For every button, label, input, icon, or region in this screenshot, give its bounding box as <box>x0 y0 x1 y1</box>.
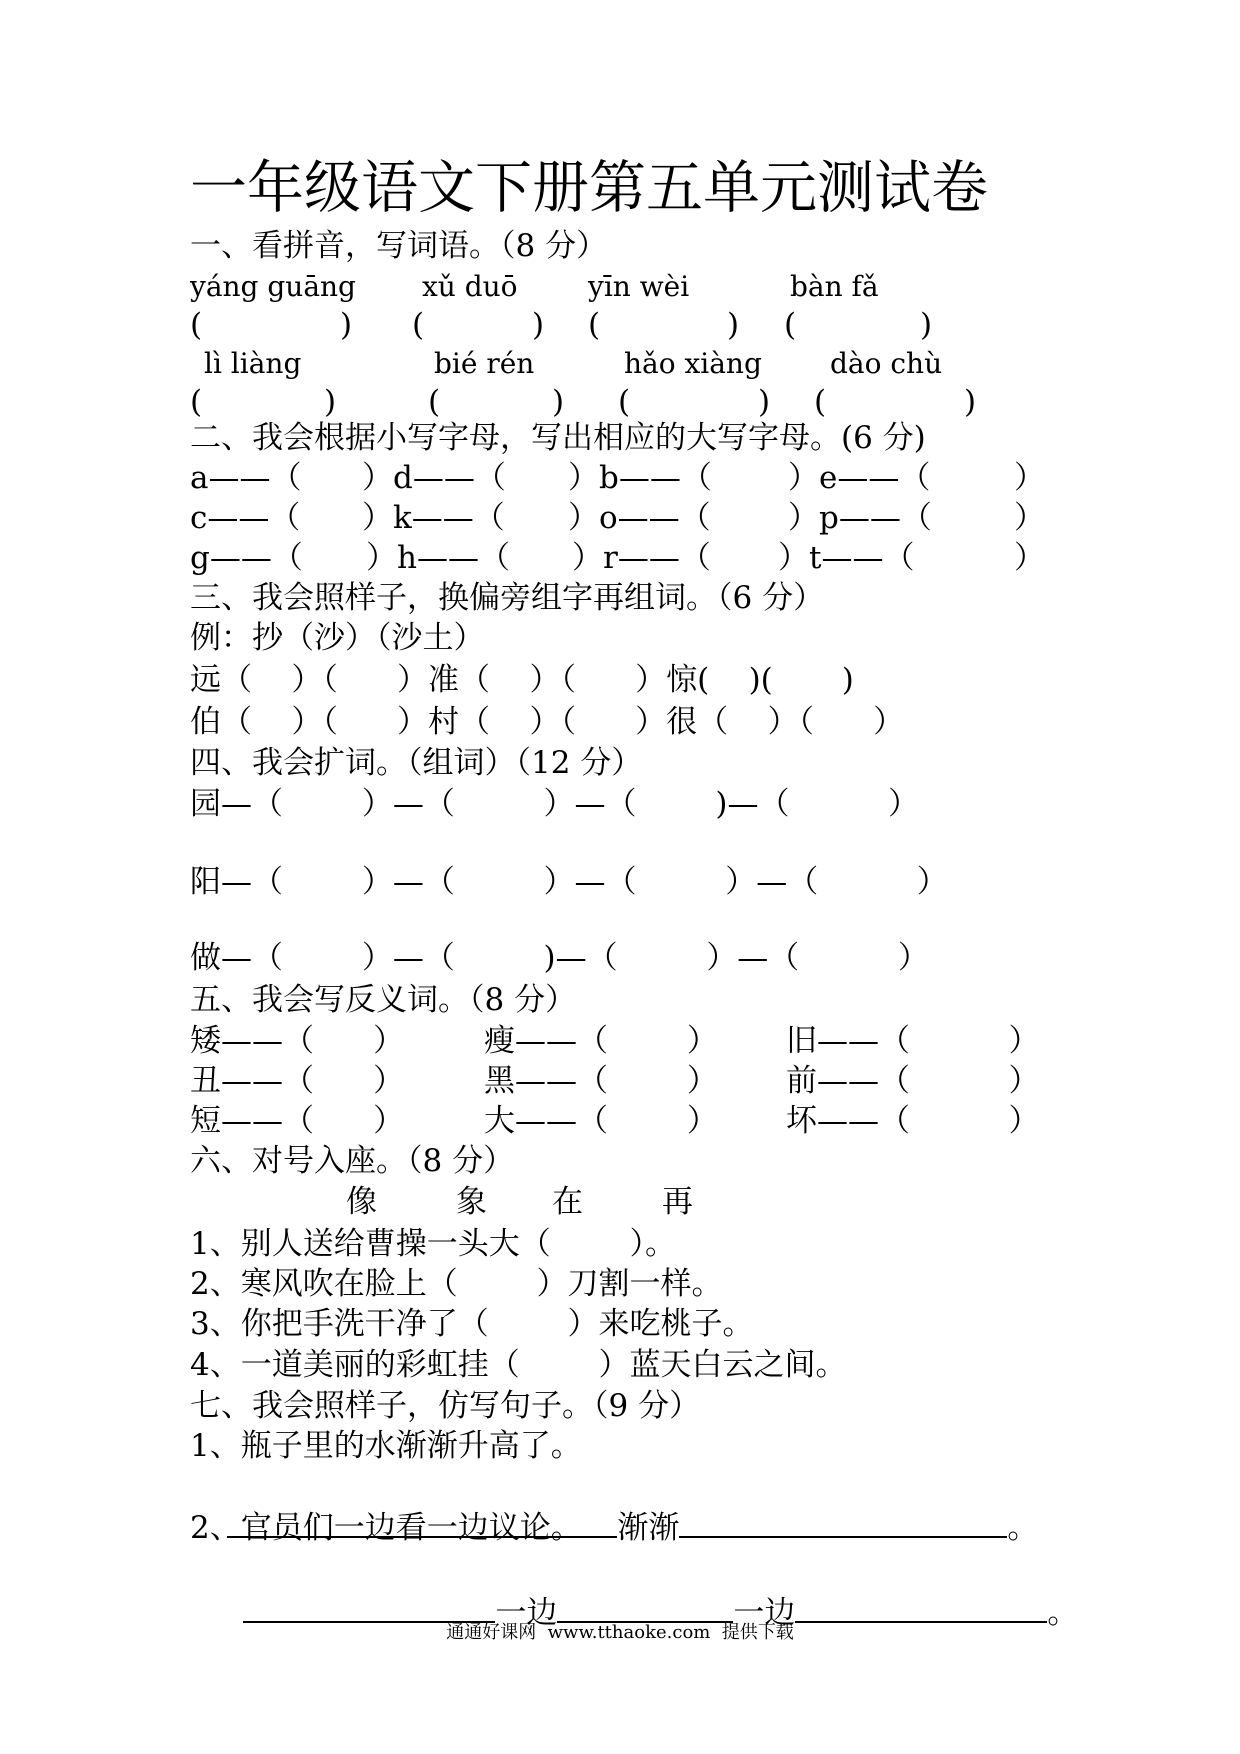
antonym-item: 丑——（ ） <box>190 1063 405 1099</box>
pinyin: yīn wèi <box>588 270 690 303</box>
word-choice: 在 <box>552 1184 583 1220</box>
section-2-heading: 二、我会根据小写字母，写出相应的大写字母。(6 分) <box>190 420 926 456</box>
antonym-item: 大——（ ） <box>484 1103 718 1139</box>
letter-item: g——（ <box>190 540 303 576</box>
answer-paren-open: ( <box>784 307 797 343</box>
fill-item: 4、一道美丽的彩虹挂（ ）蓝天白云之间。 <box>190 1347 847 1383</box>
pinyin: lì liàng <box>204 347 302 380</box>
antonym-item: 短——（ ） <box>190 1103 405 1139</box>
imitation-item: 2、官员们一边看一边议论。 <box>190 1510 582 1546</box>
section-5-heading: 五、我会写反义词。（8 分） <box>190 982 577 1018</box>
section-6-heading: 六、对号入座。（8 分） <box>190 1143 515 1179</box>
fill-item: 1、别人送给曹操一头大（ ）。 <box>190 1226 677 1262</box>
footer-credit: 通通好课网 www.tthaoke.com 提供下载 <box>446 1622 794 1643</box>
section-7-heading: 七、我会照样子，仿写句子。（9 分） <box>190 1388 701 1424</box>
letter-item: ）p——（ <box>788 500 932 536</box>
antonym-item: 黑——（ ） <box>484 1063 718 1099</box>
antonym-item: 瘦——（ ） <box>484 1023 718 1059</box>
answer-paren-close: ) <box>920 307 933 343</box>
writing-line-2 <box>204 1555 1078 1667</box>
letter-item: ）d——（ <box>362 460 506 496</box>
section-4-heading: 四、我会扩词。（组词）（12 分） <box>190 745 643 781</box>
pinyin: bié rén <box>434 347 535 380</box>
keyword: 一边 <box>495 1595 558 1631</box>
letter-item: ）b——（ <box>568 460 712 496</box>
letter-item: ） <box>1014 460 1045 496</box>
answer-paren-open: ( <box>428 384 441 420</box>
period: 。 <box>1007 1510 1039 1546</box>
section-3-heading: 三、我会照样子，换偏旁组字再组词。（6 分） <box>190 580 825 616</box>
section-4-row: 园—（ ）—（ ）—（ )—（ ） <box>190 786 919 822</box>
letter-item: ）o——（ <box>568 500 711 536</box>
letter-item: ）r——（ <box>572 540 711 576</box>
letter-item: a——（ <box>190 460 302 496</box>
answer-paren-open: ( <box>412 307 425 343</box>
word-choice: 象 <box>456 1184 487 1220</box>
section-4-row: 阳—（ ）—（ ）—（ ）—（ ） <box>190 864 948 900</box>
fill-item: 3、你把手洗干净了（ ）来吃桃子。 <box>190 1306 754 1342</box>
section-1-heading: 一、看拼音，写词语。（8 分） <box>190 228 608 264</box>
letter-item: ）h——（ <box>366 540 510 576</box>
answer-paren-close: ) <box>727 307 740 343</box>
answer-paren-open: ( <box>814 384 827 420</box>
word-choice: 再 <box>662 1184 693 1220</box>
imitation-item: 1、瓶子里的水渐渐升高了。 <box>190 1428 582 1464</box>
section-3-row: 远（ ）（ ）准（ ）（ ）惊( )( ) <box>190 662 854 698</box>
antonym-item: 坏——（ ） <box>786 1103 1040 1139</box>
pinyin: yáng guāng <box>190 270 356 303</box>
pinyin: hǎo xiàng <box>624 347 762 380</box>
blank-line <box>679 1506 1007 1538</box>
answer-paren-close: ) <box>758 384 771 420</box>
section-3-example: 例：抄（沙）（沙土） <box>190 620 485 656</box>
keyword: 渐渐 <box>617 1510 680 1546</box>
letter-item: ）k——（ <box>362 500 505 536</box>
answer-paren-close: ) <box>552 384 565 420</box>
pinyin: bàn fǎ <box>790 270 879 303</box>
antonym-item: 矮——（ ） <box>190 1023 405 1059</box>
section-4-row: 做—（ ）—（ )—（ ）—（ ） <box>190 940 929 976</box>
letter-item: c——（ <box>190 500 301 536</box>
letter-item: ） <box>1014 500 1045 536</box>
period: 。 <box>1047 1595 1079 1631</box>
letter-item: ）e——（ <box>788 460 931 496</box>
keyword: 一边 <box>733 1595 796 1631</box>
word-choice: 像 <box>346 1184 377 1220</box>
letter-item: ） <box>1014 540 1045 576</box>
antonym-item: 前——（ ） <box>786 1063 1040 1099</box>
answer-paren-open: ( <box>190 307 203 343</box>
answer-paren-close: ) <box>324 384 337 420</box>
answer-paren-open: ( <box>618 384 631 420</box>
answer-paren-close: ) <box>964 384 977 420</box>
answer-paren-close: ) <box>532 307 545 343</box>
antonym-item: 旧——（ ） <box>786 1023 1040 1059</box>
answer-paren-open: ( <box>588 307 601 343</box>
section-3-row: 伯（ ）（ ）村（ ）（ ）很（ ）（ ） <box>190 704 905 740</box>
answer-paren-close: ) <box>340 307 353 343</box>
page-title: 一年级语文下册第五单元测试卷 <box>190 155 988 221</box>
fill-item: 2、寒风吹在脸上（ ）刀割一样。 <box>190 1266 723 1302</box>
pinyin: xǔ duō <box>422 270 518 303</box>
letter-item: ）t——（ <box>778 540 915 576</box>
answer-paren-open: ( <box>190 384 203 420</box>
pinyin: dào chù <box>830 347 943 380</box>
